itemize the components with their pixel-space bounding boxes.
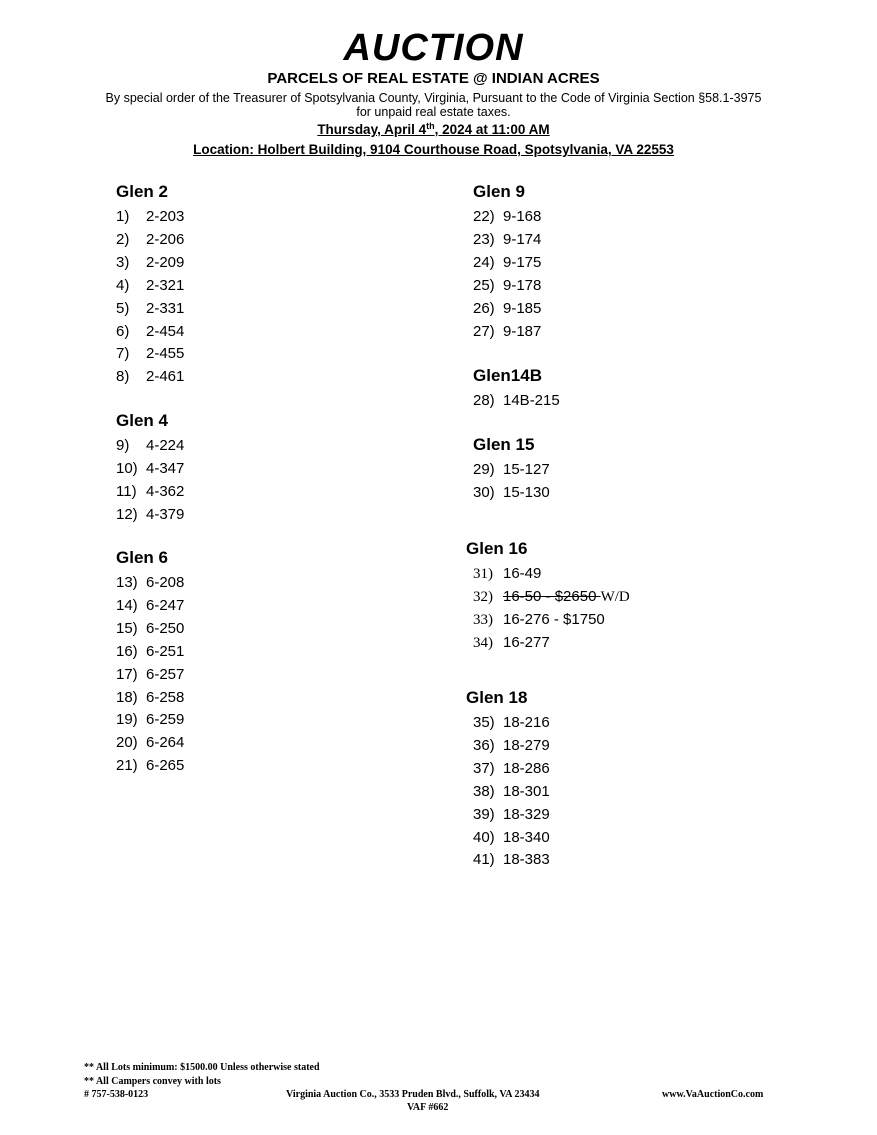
group-heading: Glen 16 [466,539,528,558]
lot-code: 4-224 [146,437,185,454]
lot-number: 32) [473,588,493,605]
lot-code: 6-250 [146,619,185,637]
lot-item [473,321,541,344]
lot-item [473,206,541,229]
lot-code: 2-321 [146,276,185,294]
lot-item [116,298,184,321]
footer-note-minimum: ** All Lots minimum: $1500.00 Unless otherwise stated [84,1062,320,1073]
lot-number: 10) [116,459,138,477]
group-glen-9 [473,182,541,343]
lot-number: 33) [473,611,493,628]
lot-code: 15-130 [503,483,550,501]
footer-phone: # 757-538-0123 [84,1089,149,1100]
lot-item [473,252,541,275]
lot-number: 36) [473,736,495,754]
lot-number: 24) [473,253,495,271]
group-heading: Glen 2 [116,182,168,201]
lot-code: 4-362 [146,482,185,500]
lot-item [473,735,550,758]
lot-item [473,390,560,413]
lot-code: 6-265 [146,757,185,775]
lot-code: 9-178 [503,276,542,294]
lot-item [473,632,630,655]
lot-number: 17) [116,665,138,683]
lot-number: 2) [116,230,130,248]
date-ordinal: th [426,121,435,131]
lot-item [116,504,184,527]
lot-number: 27) [473,322,495,340]
lot-code: 9-185 [503,299,542,317]
group-heading: Glen14B [473,366,542,385]
lot-code: 18-216 [503,714,550,731]
lot-number: 26) [473,299,495,317]
lot-number: 12) [116,505,138,523]
lot-number: 22) [473,208,495,225]
lot-code: 4-379 [146,505,185,523]
date-main: Thursday, April 4 [317,122,427,137]
lot-number: 41) [473,851,495,869]
group-glen-2 [116,182,184,389]
lot-code: 18-279 [503,736,550,754]
auction-date [0,122,867,138]
legal-notice-line-2: for unpaid real estate taxes. [356,105,511,119]
lot-number: 4) [116,276,130,294]
lot-item [116,343,184,366]
lot-item [473,459,550,482]
lot-number: 31) [473,566,493,582]
group-glen-14b [473,366,560,413]
lot-item [116,641,184,664]
lot-code: 6-247 [146,596,185,614]
lot-item [473,563,630,586]
lot-item [473,781,550,804]
lot-number: 23) [473,230,495,248]
lot-number: 6) [116,322,130,340]
group-heading: Glen 15 [473,435,535,454]
lot-code: 16-49 [503,565,542,582]
group-lots [466,712,550,872]
group-lots [466,563,630,655]
lot-code: 9-168 [503,208,542,225]
lot-item [473,298,541,321]
lot-item [116,755,184,778]
lot-number: 38) [473,782,495,800]
lot-item [473,712,550,735]
date-time: , 2024 at 11:00 AM [434,122,550,137]
group-heading: Glen 18 [466,688,528,707]
lot-number: 40) [473,828,495,846]
lot-code: 2-454 [146,322,185,340]
lot-item [473,482,550,505]
lot-number: 37) [473,759,495,777]
lot-number: 34) [473,634,493,651]
lot-item [116,275,184,298]
lot-code: 2-461 [146,368,185,386]
footer-license: VAF #662 [407,1102,449,1113]
lot-number: 30) [473,483,495,501]
lot-number: 15) [116,619,138,637]
lot-number: 35) [473,714,495,731]
lot-item [473,275,541,298]
lot-number: 18) [116,688,138,706]
lot-item [473,804,550,827]
lot-code: 9-175 [503,253,542,271]
legal-notice [0,91,867,119]
lot-item [473,827,550,850]
lot-item [116,664,184,687]
lot-item [473,609,630,632]
lot-item [116,481,184,504]
group-heading: Glen 4 [116,411,168,430]
lot-code: 6-251 [146,642,185,660]
lot-code: 18-329 [503,805,550,823]
lot-code: 18-340 [503,828,550,846]
lot-item [116,366,184,389]
lot-item [116,595,184,618]
lot-number: 1) [116,208,130,225]
lot-number: 8) [116,368,130,386]
footer-website: www.VaAuctionCo.com [662,1089,764,1100]
footer-note-campers: ** All Campers convey with lots [84,1076,221,1087]
lot-item [473,758,550,781]
lot-item [116,709,184,732]
lot-code: 18-301 [503,782,550,800]
lot-item [116,572,184,595]
lot-code: 6-208 [146,574,185,591]
lot-item [116,435,184,458]
lot-number: 20) [116,734,138,752]
lot-number: 3) [116,253,130,271]
lot-code: 6-257 [146,665,185,683]
lot-number: 11) [116,482,137,500]
lot-code: 2-455 [146,345,185,363]
lot-number: 5) [116,299,130,317]
lot-code: 4-347 [146,459,185,477]
group-heading: Glen 9 [473,182,525,201]
withdrawn-note: W/D [600,588,630,605]
lot-code: 9-174 [503,230,542,248]
lot-number: 16) [116,642,138,660]
lot-item [116,206,184,229]
group-glen-6 [116,548,184,778]
group-glen-4 [116,411,184,527]
page-subtitle: PARCELS OF REAL ESTATE @ INDIAN ACRES [267,70,600,87]
lot-code: 9-187 [503,322,542,340]
lot-number: 13) [116,574,138,591]
lot-item [116,687,184,710]
lot-code-struck: 16-50 - $2650 [503,587,601,605]
lot-code: 16-277 [503,633,550,651]
lot-item [116,229,184,252]
group-heading: Glen 6 [116,548,168,567]
auction-location: Location: Holbert Building, 9104 Courthouse Road, Spotsylvania, VA 22553 [193,142,674,157]
lot-number: 29) [473,461,495,478]
legal-notice-line-1: By special order of the Treasurer of Spotsylvania County, Virginia, Pursuant to the Code of Virginia Section §58.1-3975 [105,91,762,105]
lot-number: 9) [116,437,130,454]
lot-item-withdrawn [473,586,630,609]
lot-code: 2-206 [146,230,185,248]
lot-item [116,458,184,481]
lot-item [473,229,541,252]
lot-item [116,321,184,344]
page-title: AUCTION [343,27,524,69]
footer-company: Virginia Auction Co., 3533 Pruden Blvd., Suffolk, VA 23434 [286,1089,540,1100]
lot-code: 18-383 [503,851,550,869]
lot-item [116,618,184,641]
lot-number: 14) [116,596,138,614]
group-glen-15 [473,435,550,505]
lot-code: 2-203 [146,208,185,225]
lot-item [473,849,550,872]
lot-code: 16-276 - $1750 [503,610,605,628]
lot-number: 7) [116,345,130,363]
lot-item [116,732,184,755]
lot-code: 6-259 [146,711,185,729]
lot-number: 19) [116,711,138,729]
lot-item [116,252,184,275]
lot-code: 2-331 [146,299,185,317]
lot-code: 15-127 [503,461,550,478]
lot-number: 25) [473,276,495,294]
group-glen-16 [466,539,630,655]
lot-code: 14B-215 [503,392,560,409]
lot-number: 21) [116,757,138,775]
group-glen-18 [466,688,550,872]
lot-number: 28) [473,392,495,409]
lot-code: 6-258 [146,688,185,706]
lot-code: 2-209 [146,253,185,271]
lot-code: 6-264 [146,734,185,752]
lot-code: 18-286 [503,759,550,777]
lot-number: 39) [473,805,495,823]
